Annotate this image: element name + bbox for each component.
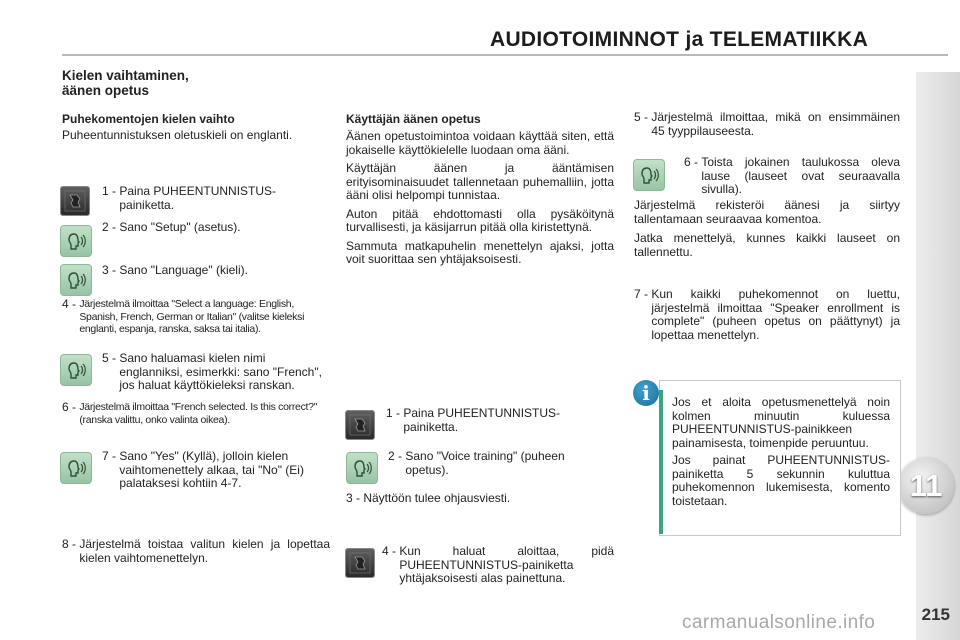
col2-step-3: 3 - Näyttöön tulee ohjausviesti.	[346, 491, 511, 505]
col3-step-5: 5 - Järjestelmä ilmoittaa, mikä on ensimmäinen 45 tyyppilauseesta.	[634, 110, 900, 138]
col2-paragraph: Äänen opetustoimintoa voidaan käyttää siten, että jokaiselle käyttökielelle luodaan oma ääni.	[346, 129, 614, 157]
col1-step-4: 4 - Järjestelmä ilmoittaa "Select a language: English, Spanish, French, German or Italian" (valitse kieleksi englanti, espanja, ranska, saksa tai italia).	[62, 297, 305, 335]
col2-step-4: 4 - Kun haluat aloittaa, pidä PUHEENTUNNISTUS-painiketta yhtäjaksoisesti alas painettuna.	[382, 544, 614, 585]
info-paragraph-2: Jos painat PUHEENTUNNISTUS-painiketta 5 sekunnin kuluttua puhekomennon lukemisesta, komento toistetaan.	[672, 453, 890, 508]
voice-command-button-icon	[345, 548, 375, 578]
watermark: carmanualsonline.info	[682, 612, 876, 633]
info-box-accent	[659, 390, 663, 534]
col2-paragraph: Sammuta matkapuhelin menettelyn ajaksi, jotta voit suorittaa sen yhtäjaksoisesti.	[346, 238, 614, 266]
col3-step-7: 7 - Kun kaikki puhekomennot on luettu, järjestelmä ilmoittaa "Speaker enrollment is complete" (puheen opetus on päättynyt) ja lopettaa menettelyn.	[634, 287, 900, 342]
col3-paragraph-2: Jatka menettelyä, kunnes kaikki lauseet on tallennettu.	[634, 231, 900, 259]
chapter-badge: 11	[898, 458, 954, 514]
col2-step-1: 1 - Paina PUHEENTUNNISTUS-painiketta.	[386, 406, 561, 434]
col1-step-7: 7 - Sano "Yes" (Kyllä), jolloin kielen vaihtomenettely alkaa, tai "No" (Ei) palataksesi kohtiin 4-7.	[102, 449, 304, 490]
col1-step-8: 8 - Järjestelmä toistaa valitun kielen ja lopettaa kielen vaihtomenettelyn.	[62, 537, 330, 565]
voice-command-button-icon	[60, 186, 90, 216]
col2-step-2: 2 - Sano "Voice training" (puheen opetus).	[388, 449, 565, 477]
side-strip	[916, 72, 960, 640]
section-title	[62, 68, 189, 98]
col1-step-2: 2 - Sano "Setup" (asetus).	[102, 220, 241, 234]
header-rule	[62, 54, 948, 56]
col3-step-6: 6 - Toista jokainen taulukossa oleva lause (lauseet ovat seuraavalla sivulla).	[684, 155, 900, 196]
section-title-line1: Kielen vaihtaminen,	[62, 68, 189, 83]
speak-icon	[633, 159, 665, 191]
col1-intro: Puheentunnistuksen oletuskieli on englanti.	[62, 128, 293, 142]
col2-paragraphs	[346, 130, 614, 267]
speak-icon	[60, 225, 92, 257]
info-icon: i	[633, 380, 659, 406]
col1-heading: Puhekomentojen kielen vaihto	[62, 112, 235, 126]
col1-step-5: 5 - Sano haluamasi kielen nimi englanniksi, esimerkki: sano "French", jos haluat käyttökieleksi ranskan.	[102, 351, 322, 392]
col2-heading: Käyttäjän äänen opetus	[346, 112, 481, 126]
col3-paragraph-1: Järjestelmä rekisteröi äänesi ja siirtyy tallentamaan seuraavaa komentoa.	[634, 198, 900, 226]
info-paragraph-1: Jos et aloita opetusmenettelyä noin kolmen minuutin kuluessa PUHEENTUNNISTUS-painikkeen painamisesta, toimenpide peruuntuu.	[672, 395, 890, 450]
info-text	[672, 396, 890, 508]
voice-command-button-icon	[345, 410, 375, 440]
col2-paragraph: Auton pitää ehdottomasti olla pysäköitynä turvallisesti, ja käsijarrun pitää olla kiristettynä.	[346, 206, 614, 234]
page-header-title: AUDIOTOIMINNOT ja TELEMATIIKKA	[490, 28, 869, 51]
col1-step-1: 1 - Paina PUHEENTUNNISTUS-painiketta.	[102, 184, 277, 212]
section-title-line2: äänen opetus	[62, 83, 150, 98]
page-number: 215	[921, 605, 950, 624]
col1-step-3: 3 - Sano "Language" (kieli).	[102, 263, 248, 277]
col2-paragraph: Käyttäjän äänen ja ääntämisen erityisominaisuudet tallennetaan puhemalliin, jotta ääni olisi helpompi tunnistaa.	[346, 161, 614, 202]
speak-icon	[346, 452, 378, 484]
col1-step-6: 6 - Järjestelmä ilmoittaa "French selected. Is this correct?" (ranska valittu, onko valinta oikea).	[62, 400, 318, 426]
speak-icon	[60, 264, 92, 296]
speak-icon	[60, 452, 92, 484]
speak-icon	[60, 354, 92, 386]
